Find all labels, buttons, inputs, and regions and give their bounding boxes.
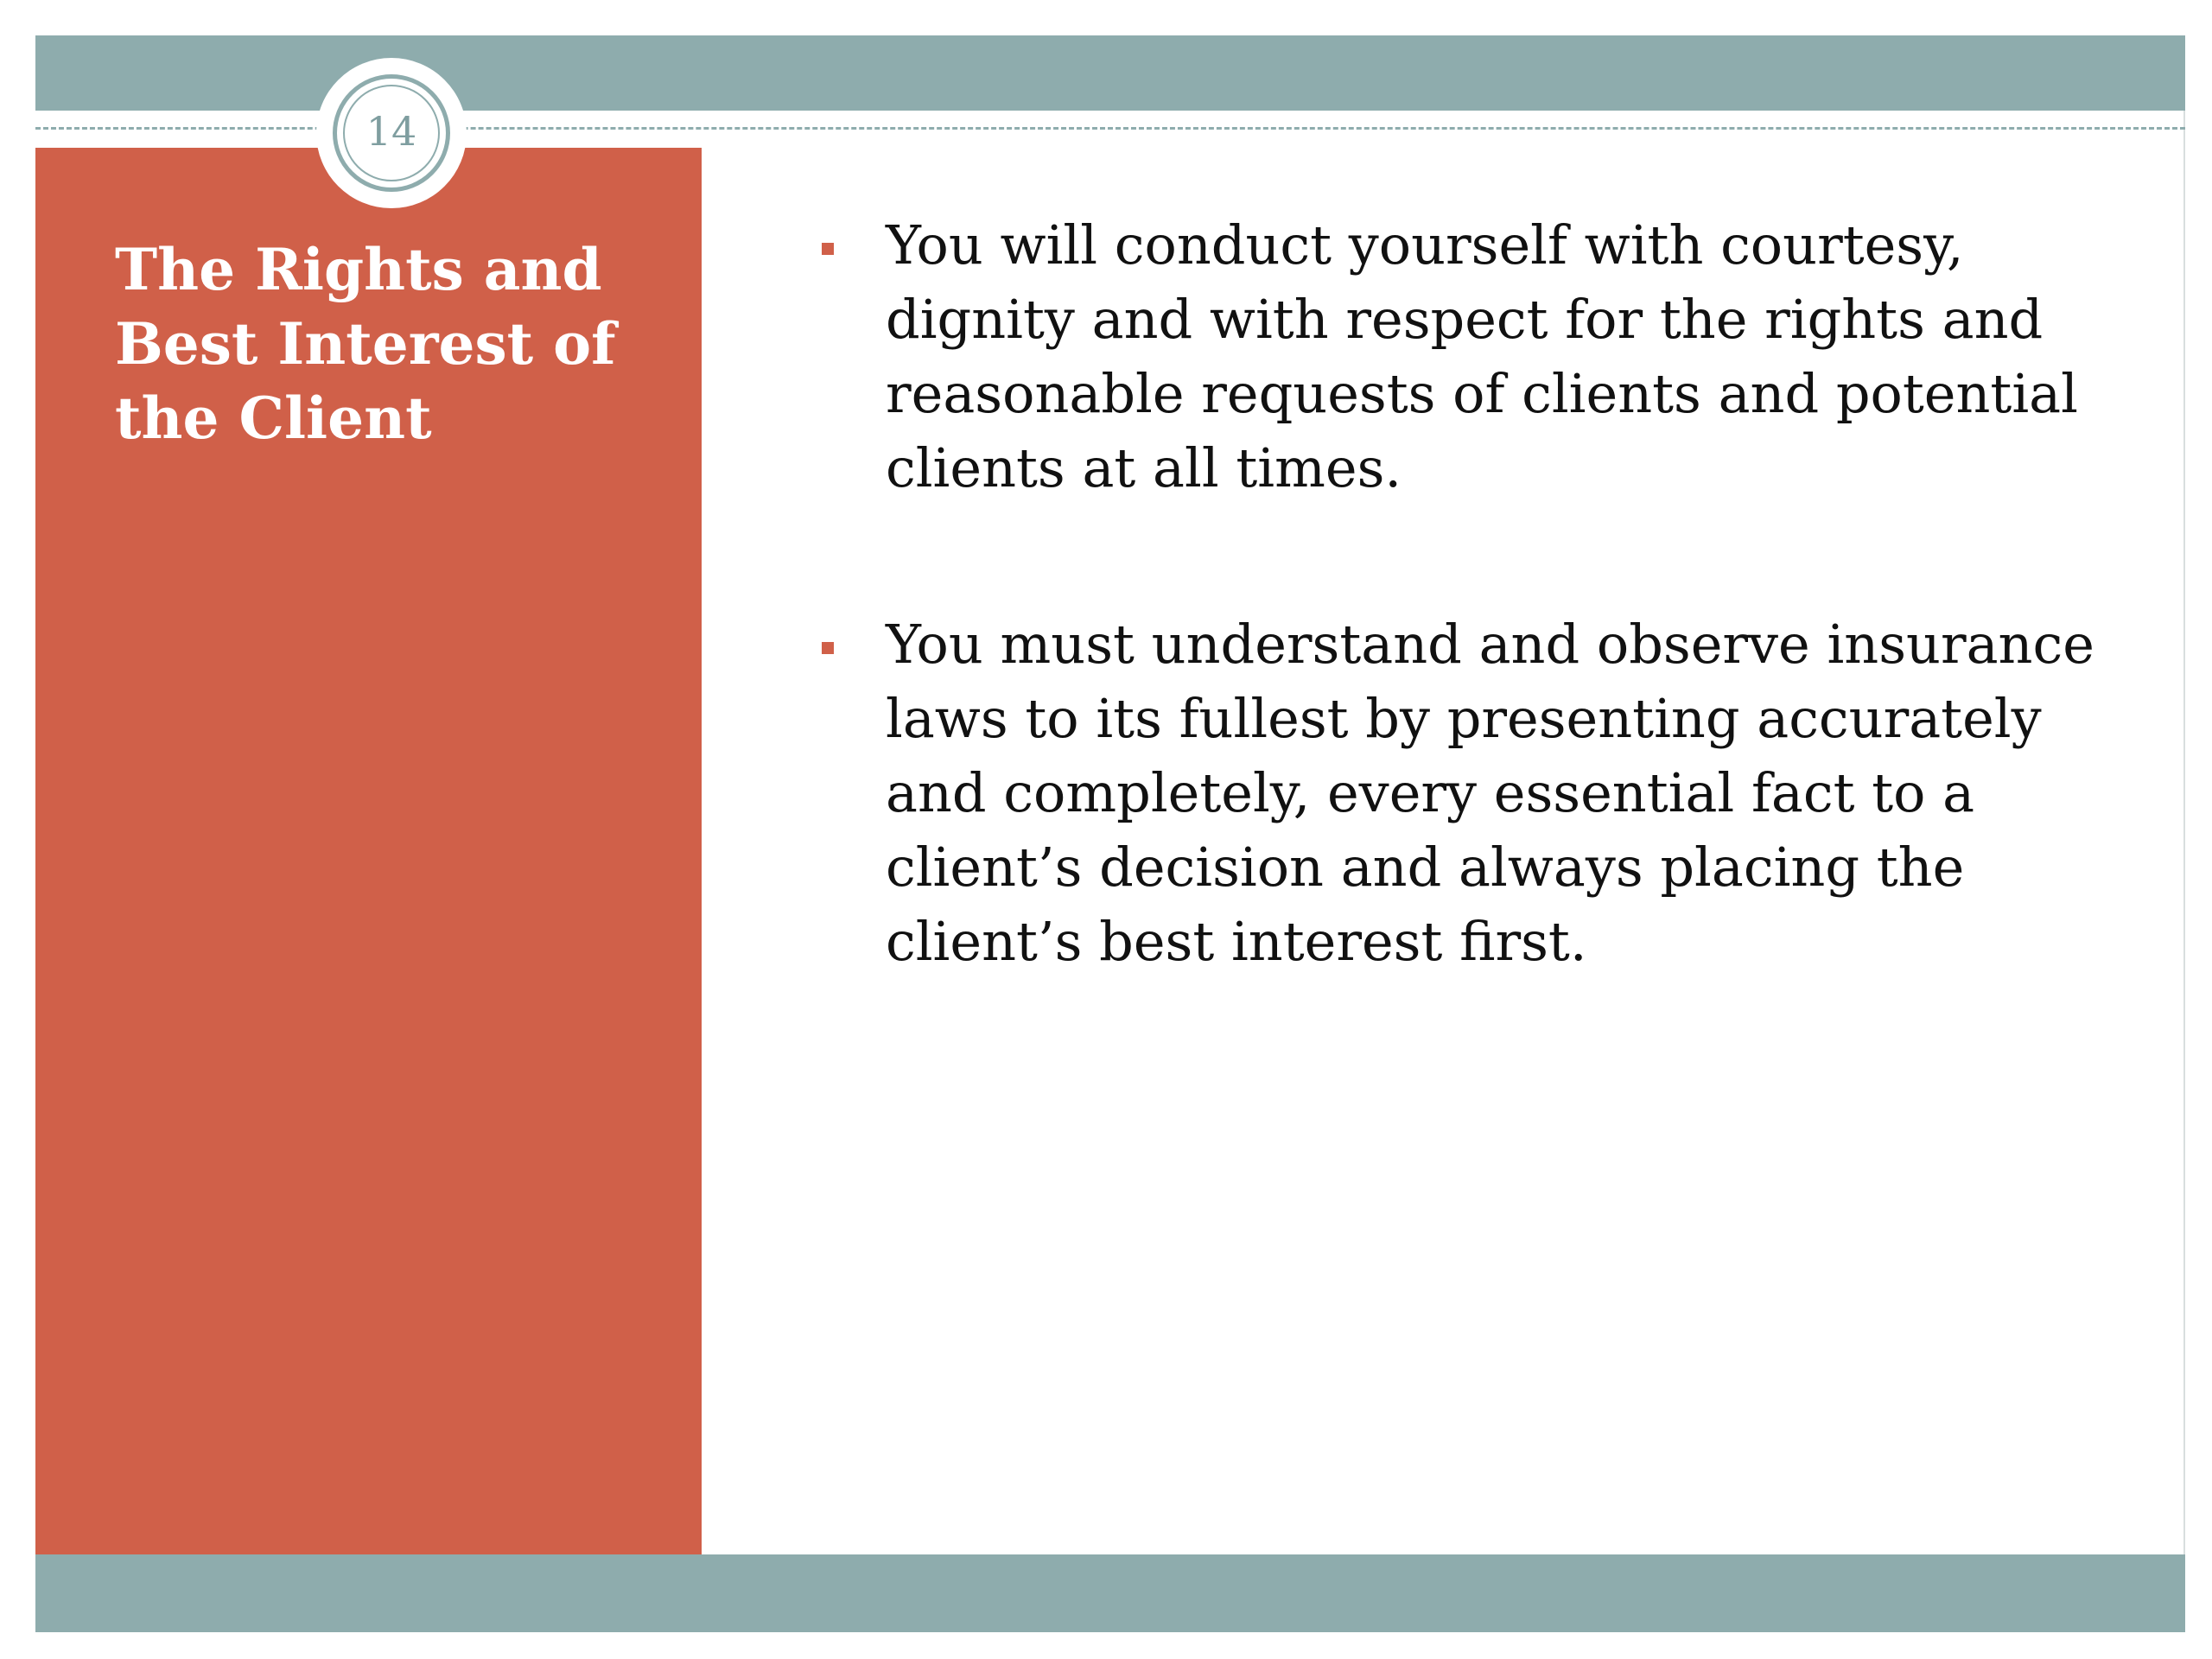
square-bullet-icon bbox=[822, 642, 834, 654]
bullet-item bbox=[779, 607, 2144, 979]
bullet-text: You must understand and observe insurance laws to its fullest by presenting accurately and completely, every essential fact to a client’s decision and always placing the client’s best interest first. bbox=[886, 613, 2094, 973]
slide-title: The Rights and Best Interest of the Client bbox=[115, 236, 616, 452]
bullet-list bbox=[779, 208, 2144, 979]
bullet-text: You will conduct yourself with courtesy, dignity and with respect for the rights and reasonable requests of clients and potential clients at all times. bbox=[886, 213, 2078, 499]
bottom-band bbox=[35, 1554, 2185, 1632]
slide bbox=[35, 35, 2185, 1632]
bullet-item bbox=[779, 208, 2144, 505]
square-bullet-icon bbox=[822, 243, 834, 255]
page-number: 14 bbox=[365, 108, 417, 155]
page-number-badge bbox=[316, 58, 467, 208]
